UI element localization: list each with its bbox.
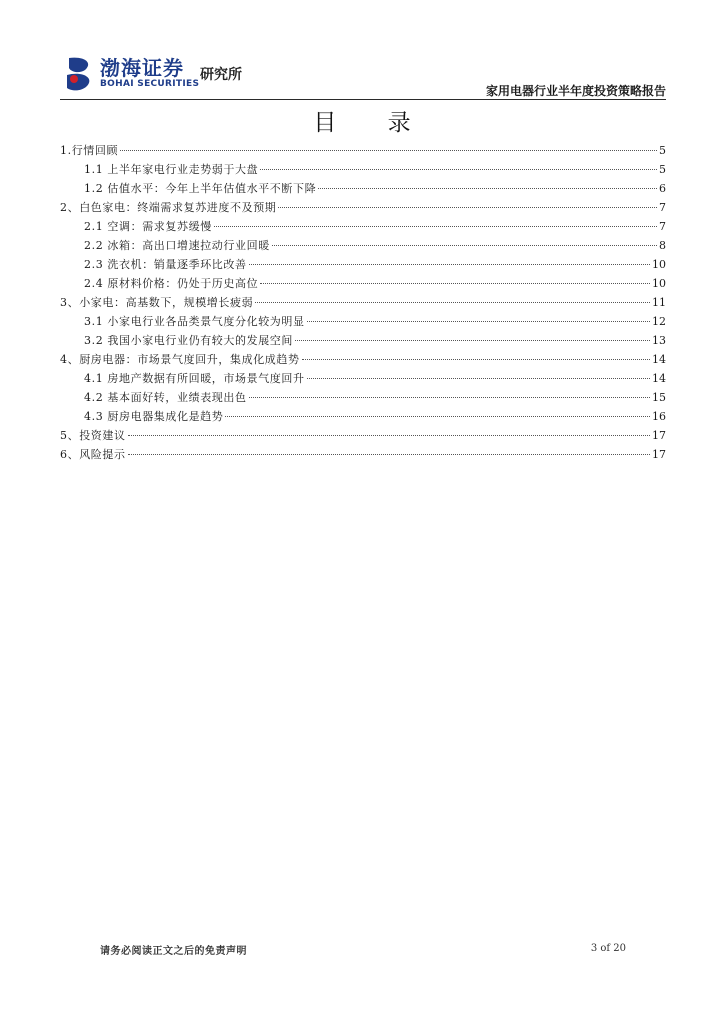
toc-entry-title: 4.2 基本面好转，业绩表现出色 [84, 391, 247, 404]
toc-entry-title: 3、小家电：高基数下，规模增长疲弱 [60, 296, 254, 309]
bohai-securities-logo-icon [65, 55, 95, 93]
toc-dot-leader [307, 378, 650, 379]
toc-dot-leader [260, 283, 650, 284]
toc-dot-leader [128, 454, 650, 455]
toc-entry-title: 5、投资建议 [60, 429, 126, 442]
toc-dot-leader [225, 416, 650, 417]
toc-entry-page: 14 [652, 372, 666, 385]
toc-entry-page: 7 [659, 201, 666, 214]
toc-entry-page: 12 [652, 315, 666, 328]
toc-entry[interactable] [60, 274, 666, 293]
toc-entry-title: 2.1 空调：需求复苏缓慢 [84, 220, 212, 233]
toc-entry[interactable] [60, 407, 666, 426]
toc-dot-leader [272, 245, 657, 246]
toc-dot-leader [214, 226, 657, 227]
toc-entry-page: 13 [652, 334, 666, 347]
toc-entry[interactable] [60, 141, 666, 160]
toc-entry-title: 2.2 冰箱：高出口增速拉动行业回暖 [84, 239, 270, 252]
toc-dot-leader [249, 264, 650, 265]
toc-dot-leader [120, 150, 657, 151]
page-indicator: 3 of 20 [590, 943, 626, 954]
toc-entry[interactable] [60, 369, 666, 388]
toc-entry-page: 7 [659, 220, 666, 233]
toc-entry-title: 6、风险提示 [60, 448, 126, 461]
toc-entry-page: 5 [659, 163, 666, 176]
toc-dot-leader [255, 302, 650, 303]
toc-entry-title: 4.1 房地产数据有所回暖，市场景气度回升 [84, 372, 305, 385]
toc-entry-page: 6 [659, 182, 666, 195]
brand-name-en: BOHAI SECURITIES [100, 79, 200, 89]
toc-entry-page: 10 [652, 258, 666, 271]
toc-dot-leader [295, 340, 650, 341]
brand-name-cn: 渤海证券 [100, 56, 184, 80]
toc-dot-leader [307, 321, 650, 322]
toc-entry[interactable] [60, 312, 666, 331]
toc-entry-page: 15 [652, 391, 666, 404]
toc-entry[interactable] [60, 445, 666, 464]
header-divider [60, 99, 666, 100]
page-header [60, 52, 666, 102]
table-of-contents [60, 141, 666, 464]
toc-entry[interactable] [60, 236, 666, 255]
toc-entry-page: 10 [652, 277, 666, 290]
toc-entry[interactable] [60, 331, 666, 350]
toc-entry[interactable] [60, 198, 666, 217]
toc-entry[interactable] [60, 350, 666, 369]
toc-dot-leader [128, 435, 650, 436]
toc-dot-leader [302, 359, 650, 360]
toc-entry-page: 5 [659, 144, 666, 157]
report-title: 家用电器行业半年度投资策略报告 [485, 84, 666, 98]
toc-entry-title: 2、白色家电：终端需求复苏进度不及预期 [60, 201, 277, 214]
toc-entry-page: 17 [652, 448, 666, 461]
toc-entry-title: 4.3 厨房电器集成化是趋势 [84, 410, 224, 423]
toc-entry-page: 14 [652, 353, 666, 366]
toc-entry-title: 1.1 上半年家电行业走势弱于大盘 [84, 163, 259, 176]
toc-dot-leader [260, 169, 657, 170]
toc-title: 目 录 [313, 110, 433, 136]
toc-entry-page: 17 [652, 429, 666, 442]
toc-entry-title: 2.3 洗衣机：销量逐季环比改善 [84, 258, 247, 271]
toc-entry-page: 16 [652, 410, 666, 423]
toc-entry-title: 3.1 小家电行业各品类景气度分化较为明显 [84, 315, 305, 328]
toc-entry[interactable] [60, 293, 666, 312]
toc-entry-page: 8 [659, 239, 666, 252]
toc-entry-title: 1.2 估值水平：今年上半年估值水平不断下降 [84, 182, 317, 195]
toc-entry-title: 4、厨房电器：市场景气度回升，集成化成趋势 [60, 353, 300, 366]
toc-entry-page: 11 [652, 296, 666, 309]
toc-dot-leader [318, 188, 657, 189]
toc-dot-leader [278, 207, 657, 208]
toc-dot-leader [249, 397, 650, 398]
toc-entry[interactable] [60, 255, 666, 274]
institute-label: 研究所 [200, 67, 242, 83]
toc-entry[interactable] [60, 179, 666, 198]
toc-entry-title: 2.4 原材料价格：仍处于历史高位 [84, 277, 259, 290]
toc-entry-title: 1.行情回顾 [60, 144, 119, 157]
toc-entry-title: 3.2 我国小家电行业仍有较大的发展空间 [84, 334, 293, 347]
footer-disclaimer: 请务必阅读正文之后的免责声明 [100, 946, 247, 957]
toc-entry[interactable] [60, 388, 666, 407]
toc-entry[interactable] [60, 217, 666, 236]
toc-entry[interactable] [60, 426, 666, 445]
toc-entry[interactable] [60, 160, 666, 179]
